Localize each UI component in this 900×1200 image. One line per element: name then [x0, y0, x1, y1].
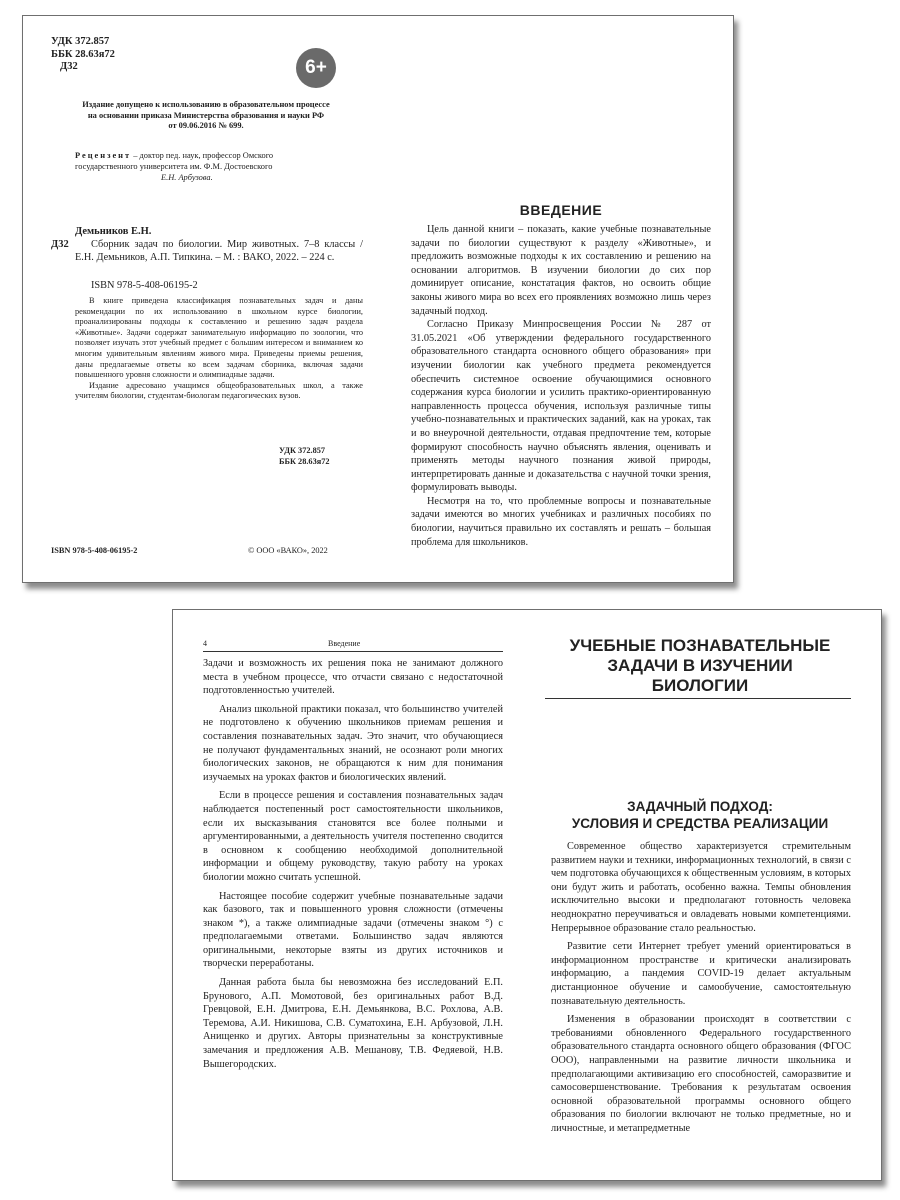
- bbk-line: ББК 28.63я72: [51, 48, 115, 60]
- section-title-line: УСЛОВИЯ И СРЕДСТВА РЕАЛИЗАЦИИ: [571, 816, 829, 831]
- age-rating-badge: 6+: [296, 48, 336, 88]
- page-4-text: [203, 657, 503, 1071]
- footer-copyright: © ООО «ВАКО», 2022: [248, 546, 328, 555]
- catalog-codes: [51, 36, 141, 74]
- reviewer-text: – доктор пед. наук, профессор Омского: [131, 151, 274, 160]
- footer-isbn: ISBN 978-5-408-06195-2: [51, 546, 138, 555]
- author-heading: Демьников Е.Н.: [75, 226, 152, 237]
- udk-line: УДК 372.857: [279, 446, 326, 455]
- chapter-title: [545, 636, 855, 696]
- annotation-paragraph: Издание адресовано учащимся общеобразовательных школ, а также учителям биологии, студентам-биологам педагогических вузов.: [75, 380, 363, 401]
- bbk-line: ББК 28.63я72: [279, 456, 330, 466]
- body-paragraph: Цель данной книги – показать, какие учебные познавательные задачи по биологии существуют к разделу «Животные», и предложить возможные подходы к их составлению и решению на основании алгоритмов. В изучении биологии до сих пор доминирует описание, констатация фактов, но освоить общие законы живого мира во всех его проявлениях возможно лишь через задачный подход.: [411, 224, 711, 317]
- section-title: [545, 798, 855, 832]
- body-paragraph: Если в процессе решения и составления познавательных задач наблюдается постепенный рост самостоятельности школьников, если их высказывания становятся все более полными и аргументированными, а деятельность учителя постепенно сводится в основном к сообщению необходимой дополнительной информации и общему руководству, такую работу на уроках биологии можно считать успешной.: [203, 790, 503, 883]
- chapter-title-line: ЗАДАЧИ В ИЗУЧЕНИИ: [607, 656, 793, 675]
- reviewer-name: Е.Н. Арбузова.: [161, 173, 213, 182]
- approval-line: от 09.06.2016 № 699.: [168, 121, 244, 131]
- udk-line: УДК 372.857: [51, 36, 110, 47]
- body-paragraph: Несмотря на то, что проблемные вопросы и познавательные задачи имеются во многих учебниках и различных пособиях по биологии, научиться правильно их составлять и решать – большая проблема для школьников.: [411, 495, 711, 548]
- annotation-paragraph: В книге приведена классификация познавательных задач и даны рекомендации по их использованию в школьном курсе биологии, проанализированы подходы к составлению и решению задач раздела «Животные». Задачи содержат занимательную информацию по зоологии, что позволяет изучать этот учебный предмет с большим интересом и вниманием ко многим удивительным явлениям живого мира. Приведены приемы решения, даны предлагаемые ответы ко всем задачам сборника, включая задачи повышенного уровня сложности и олимпиадные задачи.: [75, 296, 363, 380]
- running-header: [203, 638, 503, 652]
- reviewer-label: Рецензент: [75, 151, 132, 160]
- page-5-text: [551, 840, 851, 1135]
- body-paragraph: Современное общество характеризуется стремительным развитием науки и техники, информационных технологий, в связи с чем подготовка обучающихся к общественным условиям, в которых они будут жить и работать, особенно важна. Темпы обновления исключительно высоки и предполагают готовность человека неоднократно переучиваться и овладевать новыми компетенциями. Непрерывное образование стало реальностью.: [551, 841, 851, 934]
- body-paragraph: Развитие сети Интернет требует умений ориентироваться в информационном пространстве и критически анализировать информацию, а пандемия COVID-19 делает актуальным дистанционное обучение и самообучение, самостоятельную познавательную деятельность.: [551, 941, 851, 1007]
- body-paragraph: Задачи и возможность их решения пока не занимают должного места в учебном процессе, что отчасти связано с недостаточной подготовленностью учителей.: [203, 658, 503, 697]
- approval-notice: [51, 100, 361, 132]
- chapter-title-line: УЧЕБНЫЕ ПОЗНАВАТЕЛЬНЫЕ: [569, 636, 831, 655]
- isbn-line: ISBN 978-5-408-06195-2: [91, 280, 198, 291]
- reviewer-text: государственного университета им. Ф.М. Достоевского: [75, 162, 273, 171]
- page-number: 4: [203, 639, 207, 648]
- body-paragraph: Настоящее пособие содержит учебные познавательные задачи как базового, так и повышенного уровня сложности (отмечены знаком *), а также олимпиадные задачи (отмечены знаком °) с предполагаемыми ответами. Большинство задач являются оригинальными, некоторые взяты из других источников и творчески переработаны.: [203, 890, 503, 970]
- chapter-divider: [545, 698, 851, 699]
- code-line: Д32: [60, 61, 78, 72]
- catalog-codes-bottom: [279, 446, 330, 467]
- body-paragraph: Анализ школьной практики показал, что большинство учителей не подготовлено к обучению школьников приемам решения и составления познавательных задач. Это значит, что обучающиеся не получают фундаментальных знаний, не осознают роли многих биологических законов, не обращаются к ним для понимания изучаемых на уроках фактов и биологических явлений.: [203, 703, 503, 783]
- section-title-line: ЗАДАЧНЫЙ ПОДХОД:: [627, 799, 773, 814]
- book-spread-2: [172, 609, 882, 1181]
- introduction-heading: ВВЕДЕНИЕ: [519, 202, 603, 218]
- reviewer-block: [75, 150, 365, 183]
- catalog-code: Д32: [51, 239, 69, 250]
- body-paragraph: Данная работа была бы невозможна без исследований Е.П. Брунового, А.П. Момотовой, без оригинальных работ В.Д. Гревцовой, Е.Н. Дмитрова, Е.Н. Демьянкова, В.С. Рохлова, А.В. Теремова, А.И. Никишова, С.В. Суматохина, Е.Н. Арбузовой, Л.Н. Анищенко и других. Авторы признательны за конструктивные замечания и предложения А.В. Мешанову, Т.В. Федяевой, Н.В. Вышегородских.: [203, 977, 503, 1070]
- annotation: [75, 296, 363, 402]
- catalog-description: Сборник задач по биологии. Мир животных. 7–8 классы / Е.Н. Демьников, А.П. Типкина. – М. : ВАКО, 2022. – 224 с.: [75, 239, 363, 264]
- introduction-text: [411, 223, 711, 549]
- body-paragraph: Согласно Приказу Минпросвещения России № 287 от 31.05.2021 «Об утверждении федерального государственного образовательного стандарта основного общего образования» при изучении биологии как учебного предмета рекомендуется обеспечить системное освоение обучающимися основного содержания курса биологии и усилить практико-ориентированную направленность процесса обучения, используя различные типы учебно-познавательных и практических заданий, как на уроках, так и во внеурочной деятельности, отдавая предпочтение тем, которые формируют способность научно объяснять явления, оценивать и применять методы научного познания живой природы, интерпретировать данные и доказательства с научной точки зрения, формулировать выводы.: [411, 319, 711, 494]
- approval-line: Издание допущено к использованию в образовательном процессе: [82, 100, 330, 109]
- approval-line: на основании приказа Министерства образования и науки РФ: [87, 110, 325, 120]
- chapter-title-line: БИОЛОГИИ: [651, 676, 749, 695]
- running-head-title: Введение: [328, 639, 361, 648]
- book-spread-1: [22, 15, 734, 583]
- body-paragraph: Изменения в образовании происходят в соответствии с требованиями обновленного Федерального государственного образовательного стандарта основного общего образования (ФГОС ООО), направленными на развитие личности школьника и предполагающими активизацию его способностей, саморазвитие и самосовершенствование. Требования к результатам освоения основной образовательной программы основного общего образования по биологии включают не только предметные, но и личностные, и метапредметные: [551, 1014, 851, 1134]
